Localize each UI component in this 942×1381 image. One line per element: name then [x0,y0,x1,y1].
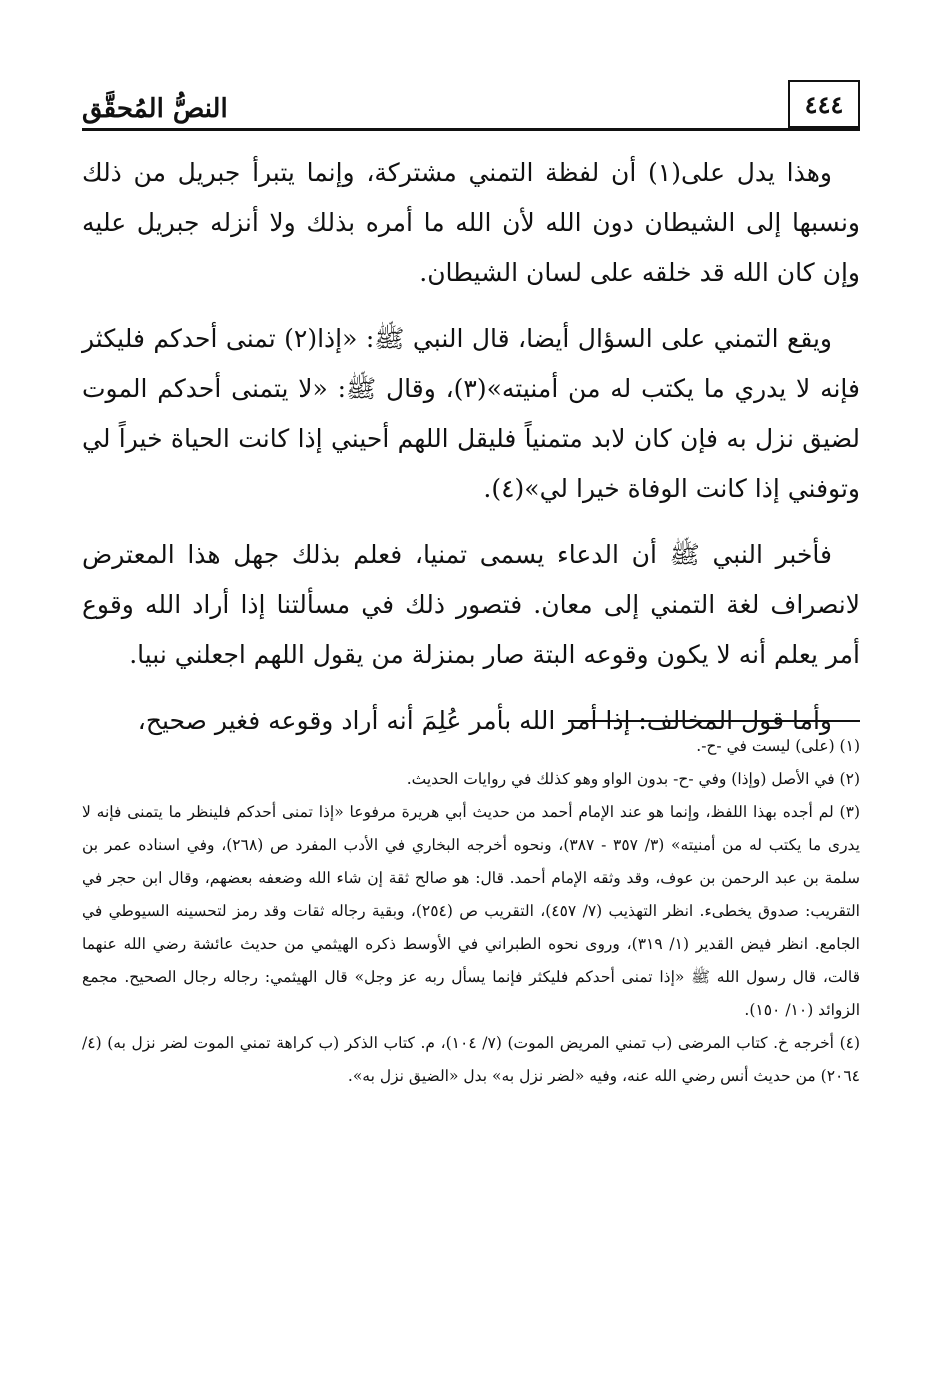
paragraph: وهذا يدل على(١) أن لفظة التمني مشتركة، وإنما يتبرأ جبريل من ذلك ونسبها إلى الشيطان دون الله لأن الله ما أمره بذلك ولا أنزله جبريل عليه وإن كان الله قد خلقه على لسان الشيطان. [82,158,860,287]
footnote-divider [568,720,860,722]
page-header [82,74,860,128]
footnote: (٢) في الأصل (وإذا) وفي -ح- بدون الواو وهو كذلك في روايات الحديث. [406,770,860,788]
paragraph: وأما قول المخالف: إذا أمر الله بأمر عُلِمَ أنه أراد وقوعه فغير صحيح، [137,706,832,735]
page-number: ٤٤٤ [788,80,860,128]
paragraph: فأخبر النبي ﷺ أن الدعاء يسمى تمنيا، فعلم بذلك جهل هذا المعترض لانصراف لغة التمني إلى معان. فتصور ذلك في مسألتنا إذا أراد الله وقوع أمر يعلم أنه لا يكون وقوعه البتة صار بمنزلة من يقول اللهم اجعلني نبيا. [82,540,860,669]
footnote: (١) (على) ليست في -ح-. [696,737,860,755]
footnote: (٤) أخرجه خ. كتاب المرضى (ب تمني المريض الموت) (٧/ ١٠٤)، م. كتاب الذكر (ب كراهة تمني الموت لضر نزل به) (٤/ ٢٠٦٤) من حديث أنس رضي الله عنه، وفيه «لضر نزل به» بدل «الضيق نزل به». [82,1034,861,1085]
footnotes [82,730,860,1093]
footnote: (٣) لم أجده بهذا اللفظ، وإنما هو عند الإمام أحمد من حديث أبي هريرة مرفوعا «إذا تمنى أحدكم فلينظر ما يتمنى فإنه لا يدرى ما يكتب له من أمنيته» (٣/ ٣٥٧ - ٣٨٧)، ونحوه أخرجه البخاري في الأدب المفرد ص (٢٦٨)، وفي اسناده عمر بن سلمة بن عبد الرحمن بن عوف، وقد وثقه الإمام أحمد. قال: هو صالح ثقة إن شاء الله وضعفه بعضهم، وقال ابن حجر في التقريب: صدوق يخطىء. انظر التهذيب (٧/ ٤٥٧)، التقريب ص (٢٥٤)، وبقية رجاله ثقات وقد رمز لتحسينه السيوطي في الجامع. انظر فيض القدير (١/ ٣١٩)، وروى نحوه الطبراني في الأوسط ذكره الهيثمي من حديث عائشة رضي الله عنهما قالت، قال رسول الله ﷺ «إذا تمنى أحدكم فليكثر فإنما يسأل ربه عز وجل» قال الهيثمي: رجاله رجال الصحيح. مجمع الزوائد (١٠/ ١٥٠). [82,803,860,1019]
paragraph: ويقع التمني على السؤال أيضا، قال النبي ﷺ: «إذا(٢) تمنى أحدكم فليكثر فإنه لا يدري ما يكتب له من أمنيته»(٣)، وقال ﷺ: «لا يتمنى أحدكم الموت لضيق نزل به فإن كان لابد متمنياً فليقل اللهم أحيني إذا كانت الحياة خيراً لي وتوفني إذا كانت الوفاة خيرا لي»(٤). [82,324,860,503]
main-text [82,148,860,762]
header-divider [82,128,860,131]
book-title: النصُّ المُحقَّق [82,94,228,124]
